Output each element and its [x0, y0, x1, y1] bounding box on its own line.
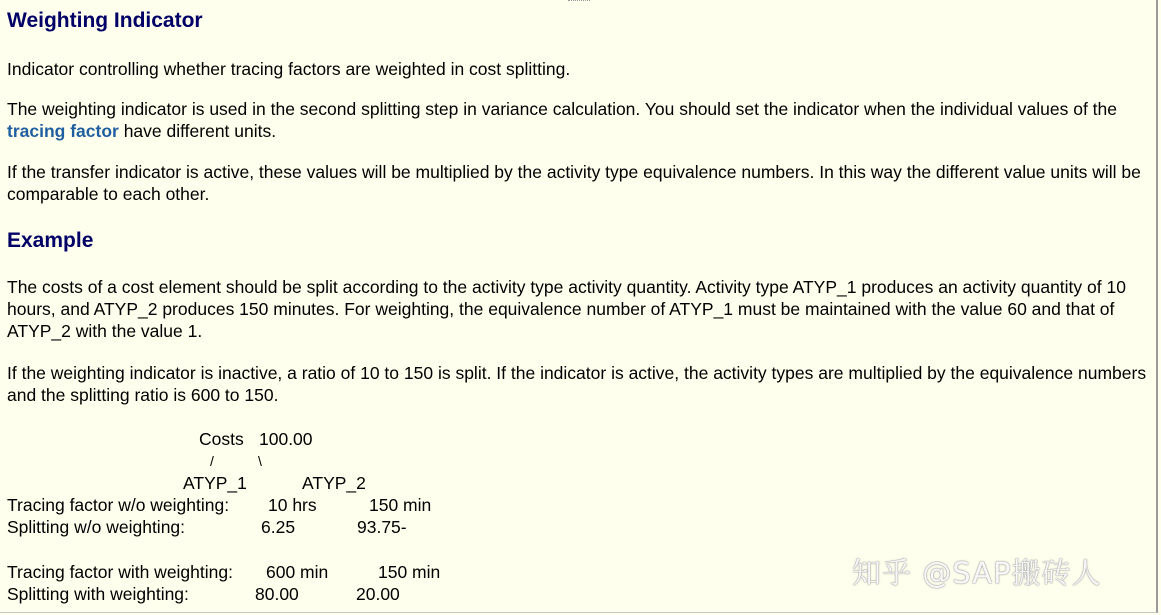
atyp2-label: ATYP_2 [302, 473, 366, 493]
example-heading: Example [7, 229, 94, 252]
costs-value: 100.00 [259, 429, 313, 449]
usage-text-after: have different units. [118, 121, 277, 141]
splitting-wo-label: Splitting w/o weighting: [7, 517, 186, 537]
splitting-with-label: Splitting with weighting: [7, 584, 189, 604]
splitting-with-value-1: 80.00 [255, 584, 299, 604]
tracing-with-value-2: 150 min [378, 562, 441, 582]
splitting-wo-value-1: 6.25 [261, 517, 296, 537]
tracing-with-value-1: 600 min [266, 562, 329, 582]
diagram-slash-right: \ [258, 453, 262, 469]
top-divider [568, 0, 590, 2]
usage-paragraph [7, 98, 1152, 142]
splitting-with-value-2: 20.00 [356, 584, 400, 604]
usage-text-before: The weighting indicator is used in the second splitting step in variance calculation. You should set the indicator when the individual values of the [7, 99, 1118, 119]
splitting-wo-value-2: 93.75- [357, 517, 407, 537]
page-title: Weighting Indicator [7, 9, 203, 32]
tracing-wo-value-1: 10 hrs [268, 495, 317, 515]
tracing-factor-link[interactable]: tracing factor [7, 121, 119, 141]
tracing-wo-label: Tracing factor w/o weighting: [7, 495, 230, 515]
costs-label: Costs [199, 429, 244, 449]
atyp1-label: ATYP_1 [183, 473, 247, 493]
transfer-paragraph: If the transfer indicator is active, these values will be multiplied by the activity type equivalence numbers. In this way the different value units will be comparable to each other. [7, 162, 1141, 204]
example-paragraph: The costs of a cost element should be split according to the activity type activity quantity. Activity type ATYP_1 produces an activity quantity of 10 hours, and ATYP_2 produces 150 minutes. For weighting, the equivalence number of ATYP_1 must be maintained with the value 60 and that of ATYP_2 with the value 1. [7, 277, 1126, 341]
ratio-paragraph: If the weighting indicator is inactive, a ratio of 10 to 150 is split. If the indicator is active, the activity types are multiplied by the equivalence numbers and the splitting ratio is 600 to 150. [7, 363, 1147, 405]
definition-paragraph: Indicator controlling whether tracing factors are weighted in cost splitting. [7, 59, 571, 79]
tracing-wo-value-2: 150 min [369, 495, 432, 515]
zhihu-watermark: 知乎 @SAP搬砖人 [852, 556, 1102, 590]
tracing-with-label: Tracing factor with weighting: [7, 562, 233, 582]
diagram-slash-left: / [210, 453, 214, 469]
